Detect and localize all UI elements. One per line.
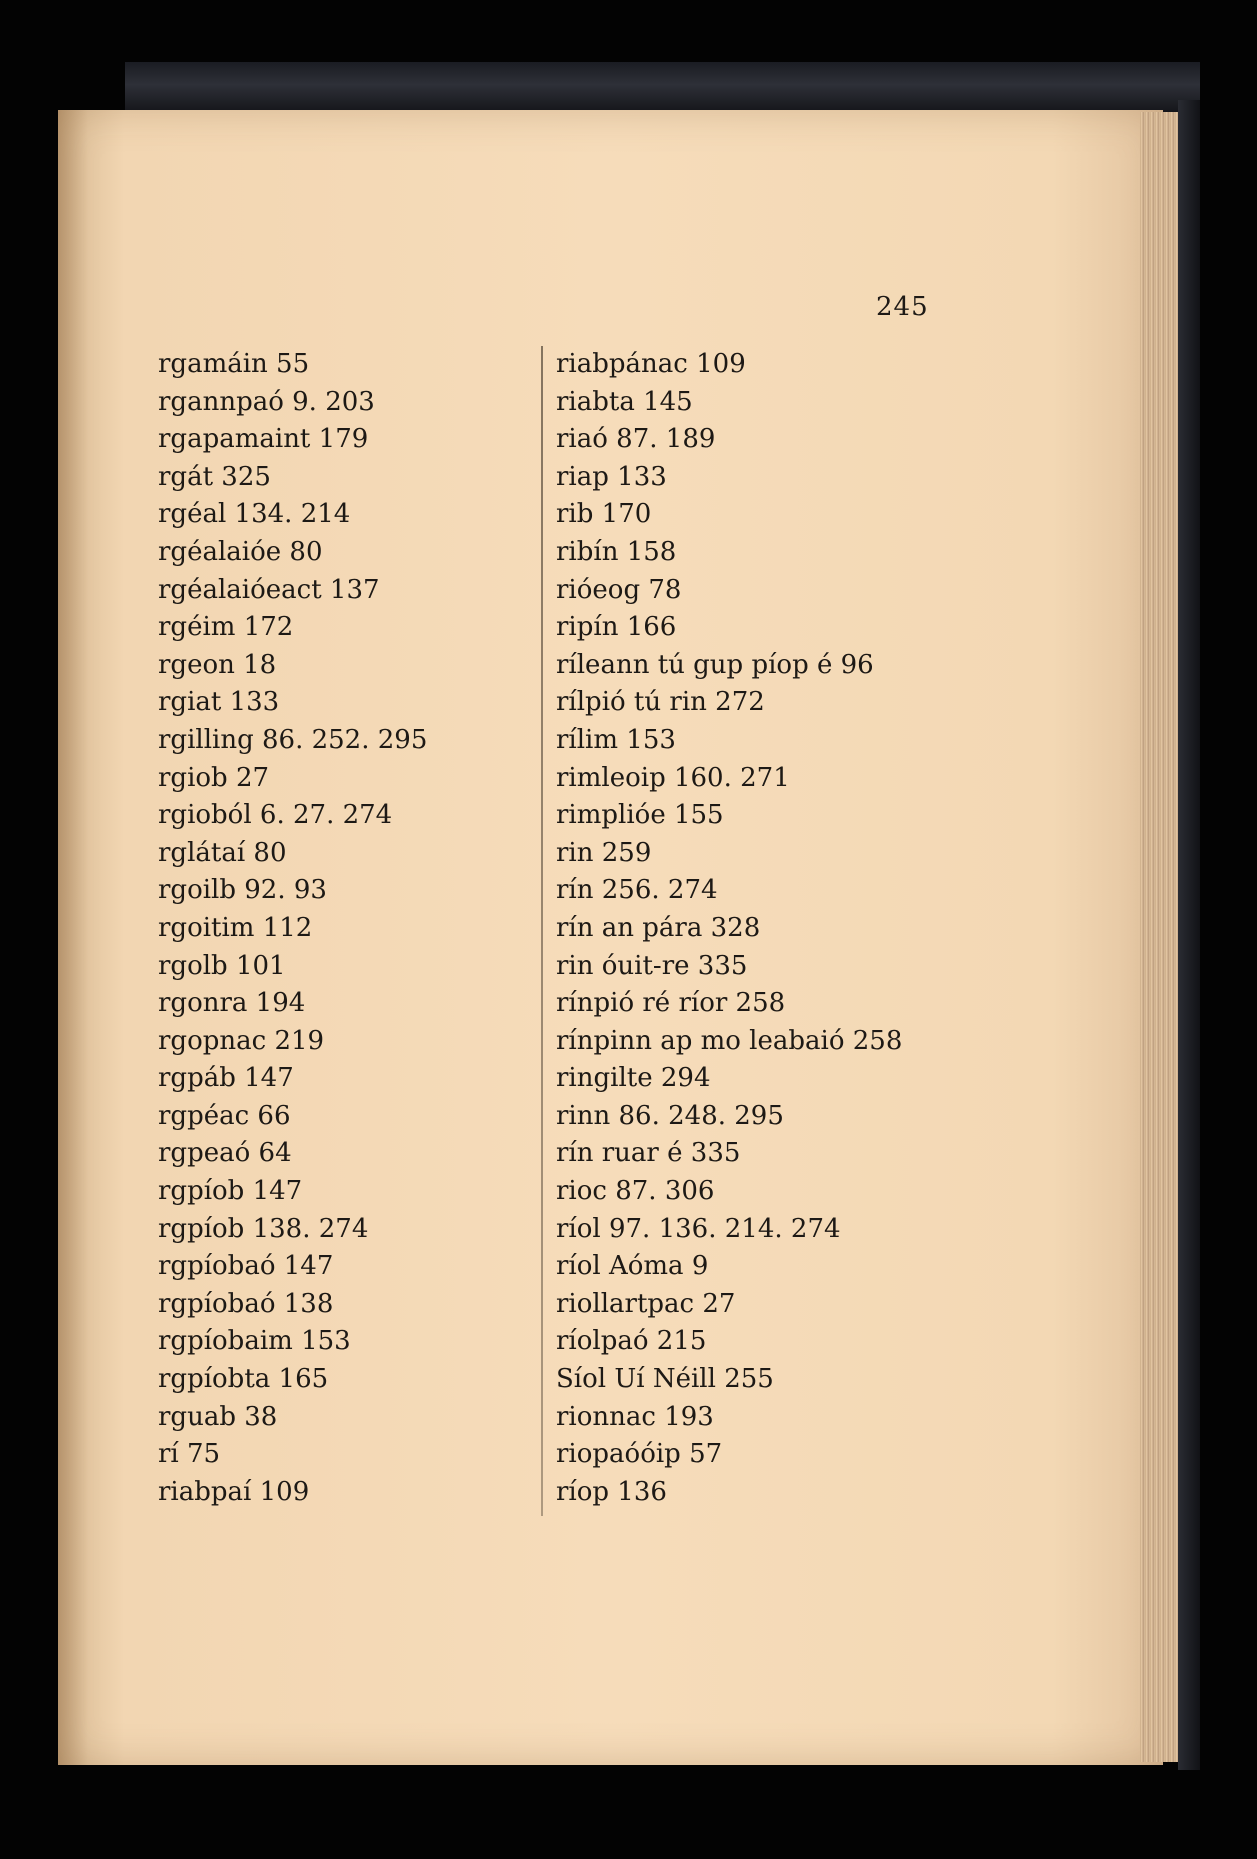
- index-entry: rioc 87. 306: [556, 1176, 715, 1207]
- index-entry: rimleoip 160. 271: [556, 762, 790, 793]
- index-entry: rín 256. 274: [556, 875, 718, 906]
- index-entry: rgamáin 55: [158, 349, 310, 379]
- index-entry: riabta 145: [556, 386, 693, 417]
- plastic-sleeve-top: [125, 62, 1200, 112]
- index-entry: rin óuit-re 335: [556, 950, 748, 981]
- plastic-sleeve-right: [1178, 100, 1200, 1770]
- index-entry: rgéim 172: [158, 612, 294, 643]
- index-entry: riabpaí 109: [158, 1476, 310, 1507]
- index-entry: ríol Aóma 9: [556, 1251, 709, 1282]
- index-entry: riaó 87. 189: [556, 424, 716, 455]
- index-entry: rgpéac 66: [158, 1100, 291, 1131]
- index-entry: rgéalaióeact 137: [158, 574, 380, 605]
- index-column-left: [158, 346, 538, 1511]
- index-entry: rínpinn ap mo leabaió 258: [556, 1025, 903, 1056]
- index-entry: rín ruar é 335: [556, 1138, 741, 1169]
- index-entry: rgilling 86. 252. 295: [158, 724, 428, 755]
- index-entry: rgeon 18: [158, 649, 277, 680]
- index-entry: rgiat 133: [158, 687, 280, 718]
- index-entry: rgpíobta 165: [158, 1364, 329, 1395]
- index-entry: rílpió tú rin 272: [556, 687, 765, 718]
- index-entry: rgapamaint 179: [158, 424, 369, 455]
- index-entry: rin 259: [556, 837, 652, 868]
- index-entry: rimplióe 155: [556, 800, 724, 831]
- index-entry: ribín 158: [556, 536, 677, 567]
- index-entry: rgpíobaó 138: [158, 1288, 334, 1319]
- index-entry: rinn 86. 248. 295: [556, 1100, 784, 1131]
- index-entry: rgéalaióe 80: [158, 536, 323, 567]
- index-entry: rílim 153: [556, 724, 676, 755]
- index-entry: Síol Uí Néill 255: [556, 1364, 774, 1395]
- column-divider: [541, 346, 543, 1516]
- index-entry: rínpió ré ríor 258: [556, 988, 786, 1019]
- spine-shadow: [58, 110, 88, 1765]
- index-entry: rglátaí 80: [158, 837, 287, 868]
- index-entry: rgolb 101: [158, 950, 286, 981]
- index-entry: rgoilb 92. 93: [158, 875, 327, 906]
- index-entry: rgpeaó 64: [158, 1138, 292, 1169]
- index-entry: rgannpaó 9. 203: [158, 386, 375, 417]
- index-entry: rín an pára 328: [556, 912, 761, 943]
- index-entry: rgpíobaó 147: [158, 1251, 334, 1282]
- index-entry: ríleann tú gup píop é 96: [556, 649, 874, 680]
- index-entry: rgpíob 147: [158, 1176, 303, 1207]
- index-entry: ríol 97. 136. 214. 274: [556, 1213, 841, 1244]
- index-entry: rí 75: [158, 1439, 221, 1470]
- index-entry: rgiob 27: [158, 762, 270, 793]
- index-entry: rgpíob 138. 274: [158, 1213, 369, 1244]
- index-entry: rib 170: [556, 499, 652, 530]
- index-entry: riopaóóip 57: [556, 1439, 723, 1470]
- index-entry: ríolpaó 215: [556, 1326, 707, 1357]
- index-entry: rgonra 194: [158, 988, 306, 1019]
- index-entry: ringilte 294: [556, 1063, 711, 1094]
- index-entry: ríop 136: [556, 1476, 667, 1507]
- index-entry: rgoitim 112: [158, 912, 313, 943]
- index-entry: riabpánac 109: [556, 349, 746, 379]
- index-entry: rgát 325: [158, 461, 271, 492]
- index-entry: rgioból 6. 27. 274: [158, 800, 393, 831]
- index-entry: rionnac 193: [556, 1401, 714, 1432]
- index-entry: rguab 38: [158, 1401, 278, 1432]
- index-column-right: [556, 346, 976, 1511]
- index-entry: riollartpac 27: [556, 1288, 736, 1319]
- page-edges: [1140, 112, 1178, 1762]
- index-entry: rióeog 78: [556, 574, 682, 605]
- index-entry: rgéal 134. 214: [158, 499, 351, 530]
- index-entry: rgopnac 219: [158, 1025, 325, 1056]
- index-entry: rgpáb 147: [158, 1063, 294, 1094]
- index-entry: riap 133: [556, 461, 667, 492]
- page-number: 245: [876, 292, 929, 322]
- index-entry: ripín 166: [556, 612, 677, 643]
- index-entry: rgpíobaim 153: [158, 1326, 351, 1357]
